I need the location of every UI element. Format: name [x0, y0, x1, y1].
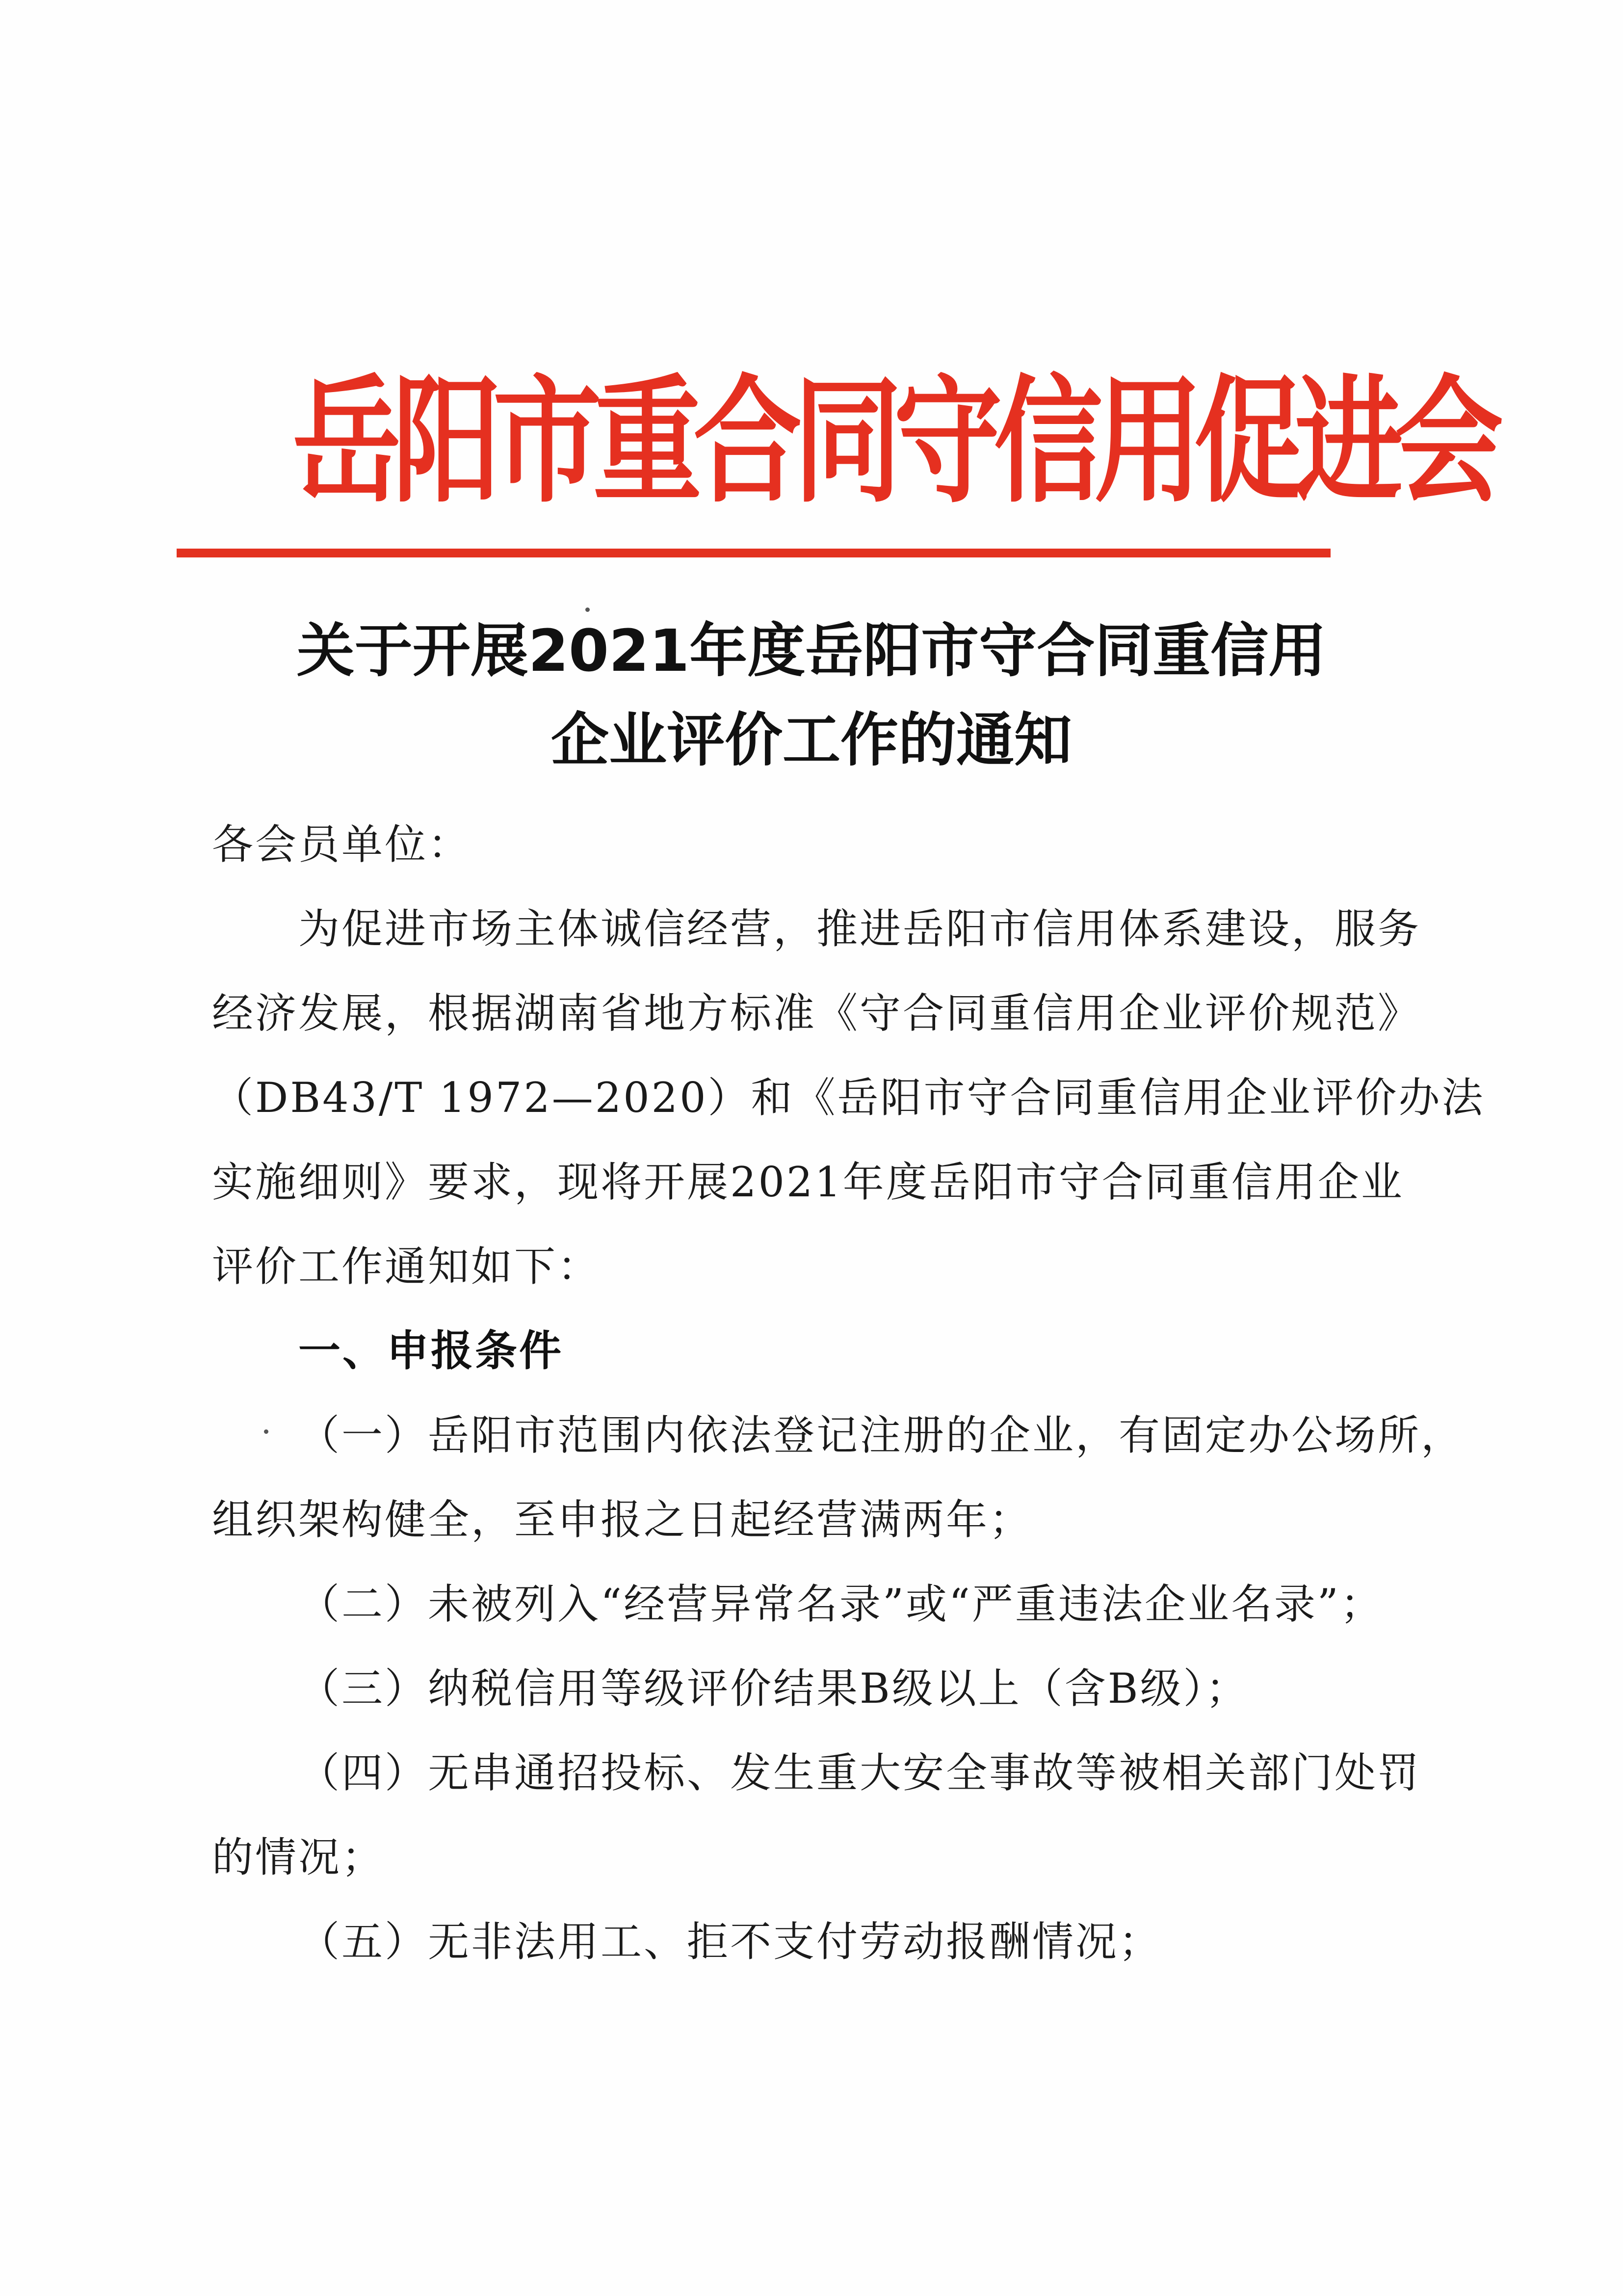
scan-speck [264, 1429, 268, 1434]
condition-2: （二）未被列入“经营异常名录”或“严重违法企业名录”； [298, 1580, 1384, 1628]
condition-3: （三）纳税信用等级评价结果B级以上（含B级）； [298, 1664, 1249, 1713]
document-body [212, 802, 1485, 1984]
letterhead-org-name: 岳阳市重合同守信用促进会 [292, 362, 1495, 522]
document-title [147, 606, 1476, 785]
letterhead-red-rule [177, 549, 1331, 557]
title-line-1: 关于开展2021年度岳阳市守合同重信用 [296, 617, 1327, 685]
condition-5: （五）无非法用工、拒不支付劳动报酬情况； [298, 1918, 1162, 1966]
intro-line-5: 评价工作通知如下： [212, 1242, 601, 1291]
condition-4-line-2: 的情况； [212, 1833, 385, 1881]
salutation: 各会员单位： [212, 820, 471, 869]
condition-4-line-1: （四）无串通招投标、发生重大安全事故等被相关部门处罚 [298, 1749, 1421, 1797]
intro-line-1: 为促进市场主体诚信经营，推进岳阳市信用体系建设，服务 [298, 905, 1421, 953]
condition-1-line-1: （一）岳阳市范围内依法登记注册的企业，有固定办公场所， [298, 1411, 1465, 1459]
section-heading-application-conditions: 一、申报条件 [298, 1326, 563, 1375]
intro-line-3: （DB43/T 1972—2020）和《岳阳市守合同重信用企业评价办法 [212, 1074, 1485, 1122]
condition-1-line-2: 组织架构健全，至申报之日起经营满两年； [212, 1496, 1033, 1544]
intro-line-2: 经济发展，根据湖南省地方标准《守合同重信用企业评价规范》 [212, 989, 1421, 1037]
intro-line-4: 实施细则》要求，现将开展2021年度岳阳市守合同重信用企业 [212, 1158, 1404, 1206]
scan-speck [585, 607, 590, 612]
title-line-2: 企业评价工作的通知 [550, 706, 1072, 774]
